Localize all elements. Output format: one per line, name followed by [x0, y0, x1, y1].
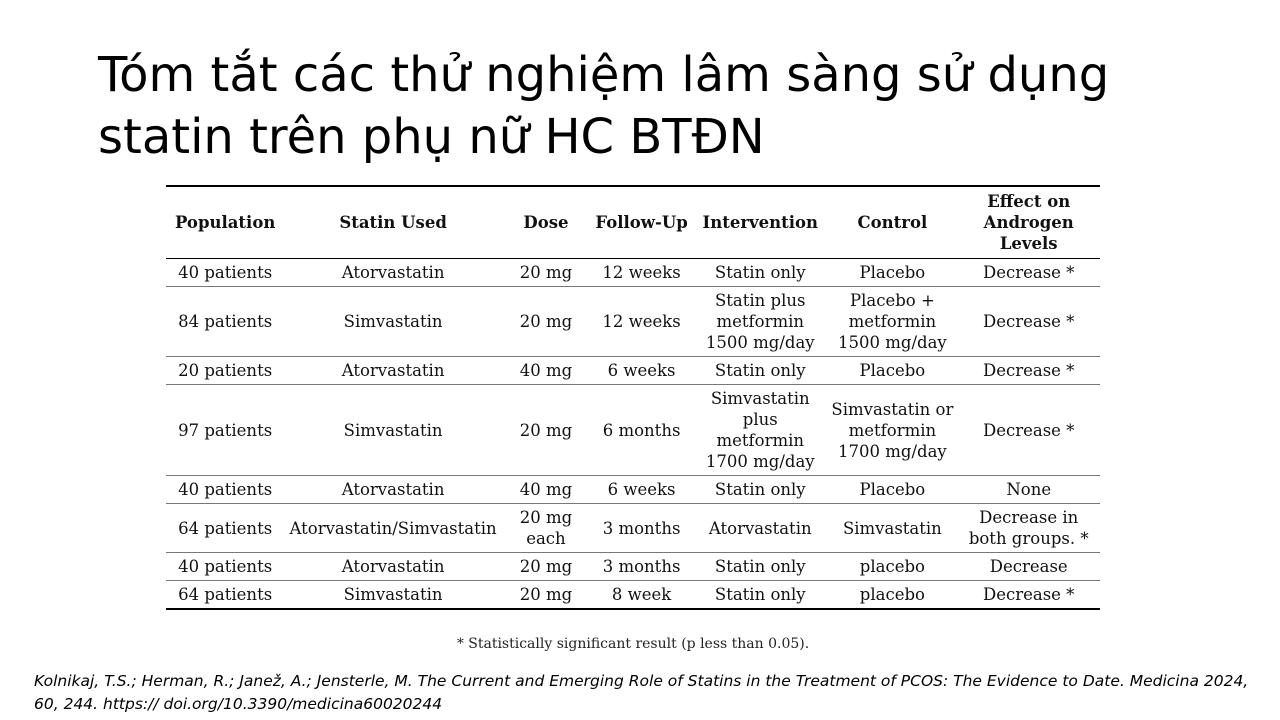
cell-control: Simvastatin or metformin 1700 mg/day	[827, 385, 957, 476]
table-header-row	[166, 186, 1100, 259]
cell-population: 20 patients	[166, 357, 284, 385]
cell-statin: Simvastatin	[284, 581, 502, 610]
cell-effect: Decrease *	[957, 259, 1100, 287]
table-row	[166, 385, 1100, 476]
cell-intervention: Atorvastatin	[693, 504, 827, 553]
cell-control: Placebo	[827, 259, 957, 287]
cell-control: Placebo	[827, 357, 957, 385]
cell-follow-up: 12 weeks	[590, 287, 693, 357]
table-footnote: * Statistically significant result (p less than 0.05).	[456, 636, 810, 652]
cell-control: Placebo	[827, 476, 957, 504]
cell-effect: Decrease *	[957, 357, 1100, 385]
cell-control: Placebo + metformin 1500 mg/day	[827, 287, 957, 357]
table-row	[166, 476, 1100, 504]
table-row	[166, 287, 1100, 357]
cell-statin: Atorvastatin	[284, 259, 502, 287]
cell-dose: 20 mg each	[502, 504, 590, 553]
cell-population: 40 patients	[166, 476, 284, 504]
cell-follow-up: 3 months	[590, 553, 693, 581]
cell-statin: Atorvastatin	[284, 553, 502, 581]
cell-dose: 20 mg	[502, 581, 590, 610]
statin-trials-table-container	[166, 185, 1100, 610]
table-row	[166, 581, 1100, 610]
cell-follow-up: 3 months	[590, 504, 693, 553]
cell-statin: Atorvastatin	[284, 476, 502, 504]
header-intervention: Intervention	[702, 213, 818, 232]
cell-statin: Atorvastatin/Simvastatin	[284, 504, 502, 553]
cell-intervention: Statin plus metformin 1500 mg/day	[693, 287, 827, 357]
cell-statin: Simvastatin	[284, 385, 502, 476]
header-follow-up: Follow-Up	[595, 213, 688, 232]
slide-title	[98, 44, 1198, 168]
cell-intervention: Statin only	[693, 357, 827, 385]
cell-follow-up: 8 week	[590, 581, 693, 610]
cell-intervention: Statin only	[693, 259, 827, 287]
statin-trials-table	[166, 185, 1100, 610]
cell-population: 40 patients	[166, 259, 284, 287]
header-dose: Dose	[523, 213, 569, 232]
cell-intervention: Statin only	[693, 476, 827, 504]
cell-effect: None	[957, 476, 1100, 504]
cell-statin: Atorvastatin	[284, 357, 502, 385]
cell-effect: Decrease *	[957, 287, 1100, 357]
cell-control: placebo	[827, 553, 957, 581]
table-row	[166, 259, 1100, 287]
cell-population: 64 patients	[166, 581, 284, 610]
cell-dose: 40 mg	[502, 357, 590, 385]
header-statin-used: Statin Used	[339, 213, 447, 232]
cell-control: placebo	[827, 581, 957, 610]
cell-statin: Simvastatin	[284, 287, 502, 357]
cell-follow-up: 6 weeks	[590, 357, 693, 385]
header-effect-on-androgen: Effect on Androgen Levels	[983, 192, 1074, 253]
header-control: Control	[857, 213, 928, 232]
cell-follow-up: 12 weeks	[590, 259, 693, 287]
cell-control: Simvastatin	[827, 504, 957, 553]
table-row	[166, 357, 1100, 385]
cell-dose: 20 mg	[502, 385, 590, 476]
header-population: Population	[174, 213, 276, 232]
cell-dose: 20 mg	[502, 553, 590, 581]
table-row	[166, 553, 1100, 581]
cell-follow-up: 6 months	[590, 385, 693, 476]
cell-effect: Decrease *	[957, 581, 1100, 610]
cell-effect: Decrease in both groups. *	[957, 504, 1100, 553]
cell-dose: 40 mg	[502, 476, 590, 504]
cell-effect: Decrease	[957, 553, 1100, 581]
title-line-2: statin trên phụ nữ HC BTĐN	[98, 109, 765, 165]
table-row	[166, 504, 1100, 553]
citation-reference: Kolnikaj, T.S.; Herman, R.; Janež, A.; Jensterle, M. The Current and Emerging Role of Statins in the Treatment of PCOS: The Evidence to Date. Medicina 2024, 60, 244. https:// doi.org/10.3390/medicina60020244	[34, 672, 1249, 713]
cell-population: 40 patients	[166, 553, 284, 581]
cell-follow-up: 6 weeks	[590, 476, 693, 504]
cell-population: 97 patients	[166, 385, 284, 476]
cell-effect: Decrease *	[957, 385, 1100, 476]
cell-intervention: Simvastatin plus metformin 1700 mg/day	[693, 385, 827, 476]
cell-dose: 20 mg	[502, 259, 590, 287]
cell-dose: 20 mg	[502, 287, 590, 357]
cell-intervention: Statin only	[693, 581, 827, 610]
cell-intervention: Statin only	[693, 553, 827, 581]
cell-population: 64 patients	[166, 504, 284, 553]
title-line-1: Tóm tắt các thử nghiệm lâm sàng sử dụng	[98, 47, 1110, 103]
cell-population: 84 patients	[166, 287, 284, 357]
